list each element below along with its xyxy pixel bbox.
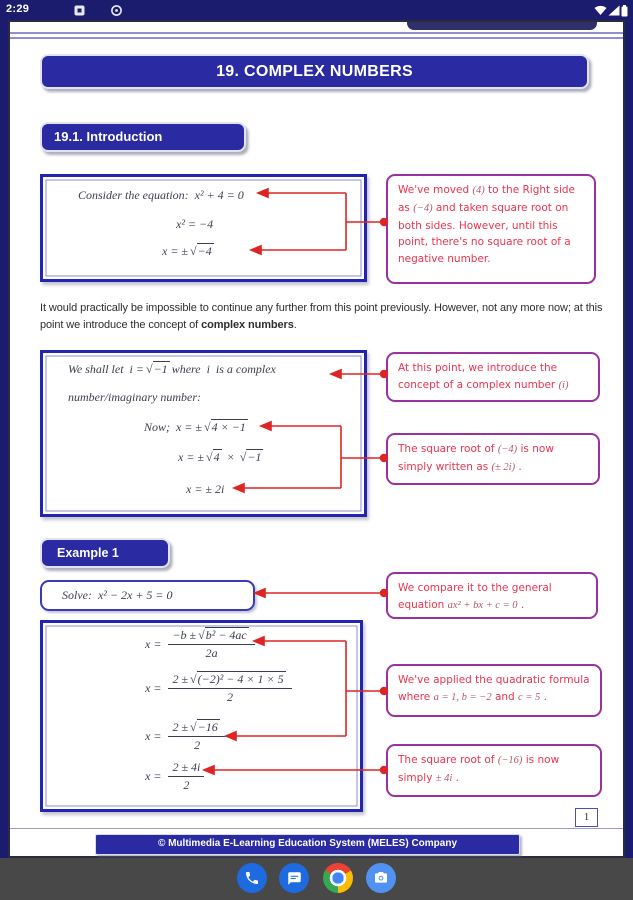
page-number-box: 1 — [575, 808, 598, 827]
page-top-remnant-bar — [407, 22, 597, 30]
screenshot-icon — [74, 5, 85, 16]
top-rule-2 — [10, 37, 623, 39]
box2-line5: x = ± 2i — [186, 482, 225, 496]
box1-line1: Consider the equation: x² + 4 = 0 — [78, 188, 244, 202]
wifi-icon — [594, 5, 607, 16]
status-bar — [0, 0, 633, 20]
signal-icon — [608, 5, 620, 16]
battery-icon — [621, 5, 628, 17]
box3-eq1: x = $\frac{\text{−b ± √b² − 4ac}}{2a}$ — [145, 628, 255, 661]
example-banner: Example 1 — [40, 538, 170, 568]
annotation-quadratic-formula: We've applied the quadratic formula where a = 1, b = −2 and c = 5 . — [386, 664, 602, 717]
annotation-general-equation: We compare it to the general equation ax² + bx + c = 0 . — [386, 572, 598, 619]
camera-app-icon[interactable] — [366, 863, 396, 893]
annotation-complex-number: At this point, we introduce the concept of a complex number (i) — [386, 352, 600, 402]
footer-divider — [10, 828, 623, 829]
annotation-sqrt-neg4: The square root of (−4) is now simply written as (± 2i) . — [386, 433, 600, 485]
document-page[interactable] — [8, 20, 625, 858]
data-saver-icon — [111, 5, 122, 16]
box3-eq2: x = $\frac{\text{2 ± √(−2)² − 4 × 1 × 5}}{2}$ — [145, 672, 292, 705]
box2-line1: We shall let i = √−1 where i is a complex — [68, 362, 276, 376]
box1-line2: x² = −4 — [176, 217, 214, 231]
box2-line2: number/imaginary number: — [68, 390, 201, 404]
chapter-title-banner: 19. COMPLEX NUMBERS — [40, 54, 589, 89]
annotation-sqrt-neg16: The square root of (−16) is now simply ± 4i . — [386, 744, 602, 797]
box3-eq4: x = $\frac{2 \pm 4i}{2}$ — [145, 760, 204, 793]
annotation-moved-4: We've moved (4) to the Right side as (−4) and taken square root on both sides. However, until this point, there's no square root of a negative number. — [386, 174, 596, 284]
box1-line3: x = ± √−4 — [162, 244, 212, 258]
section-title-banner: 19.1. Introduction — [40, 122, 246, 152]
intro-paragraph: It would practically be impossible to continue any further from this point previously. However, not any more now; at this point we introduce the concept of complex numbers. — [40, 302, 603, 332]
messages-app-icon[interactable] — [279, 863, 309, 893]
box3-eq3: x = $\frac{2 \pm √-16}{2}$ — [145, 720, 226, 753]
phone-app-icon[interactable] — [237, 863, 267, 893]
footer-company-bar: © Multimedia E-Learning Education System (MELES) Company — [95, 834, 520, 855]
clock: 2:29 — [6, 3, 30, 15]
android-dock — [0, 858, 633, 900]
box2-line4: x = ± √4 × √−1 — [178, 450, 262, 464]
chrome-app-icon[interactable] — [323, 863, 353, 893]
solve-equation-box: Solve: x² − 2x + 5 = 0 — [40, 580, 255, 611]
top-rule-1 — [10, 32, 623, 34]
box2-line3: Now; x = ± √4 × −1 — [144, 420, 246, 434]
